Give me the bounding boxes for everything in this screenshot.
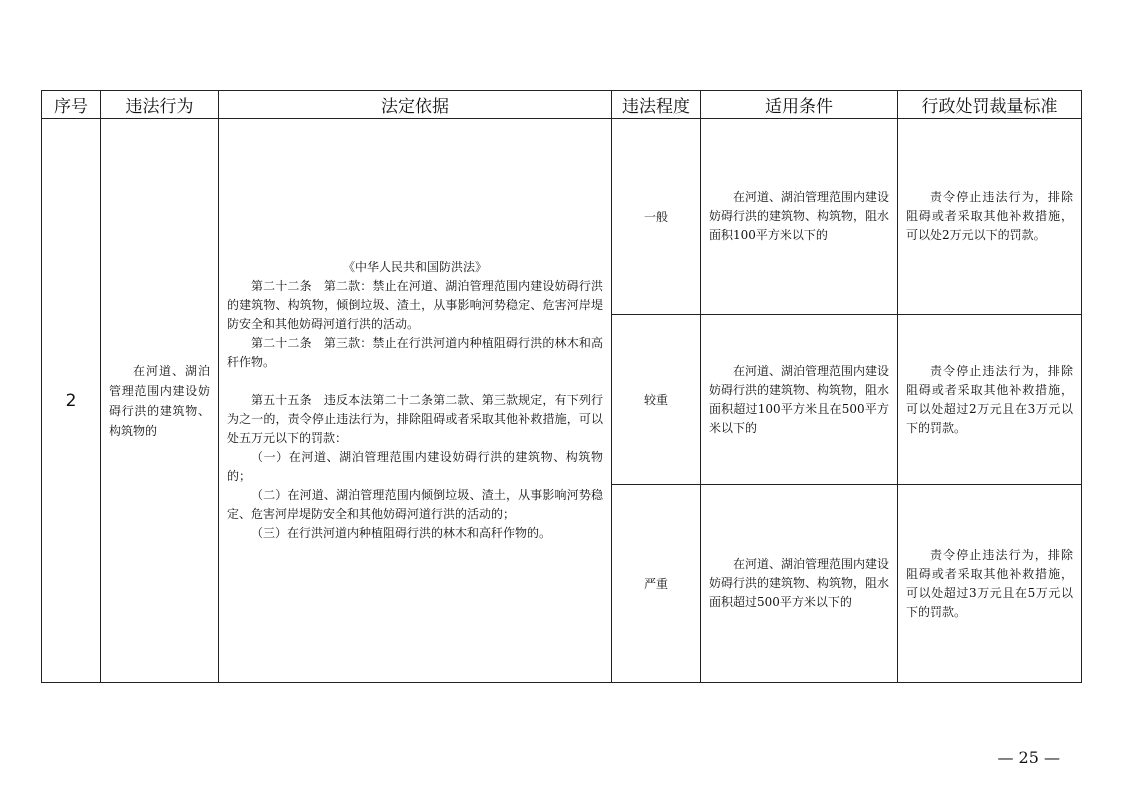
degree-serious: 较重: [612, 315, 701, 485]
basis-para-3: 第五十五条 违反本法第二十二条第二款、第三款规定，有下列行为之一的，责令停止违法行为，排除阻碍或者采取其他补救措施，可以处五万元以下的罚款：: [227, 393, 603, 445]
legal-basis-cell: [219, 119, 612, 683]
header-degree: 违法程度: [612, 91, 701, 119]
behavior-text: 在河道、湖泊管理范围内建设妨碍行洪的建筑物、构筑物的: [109, 363, 210, 438]
condition-text: 在河道、湖泊管理范围内建设妨碍行洪的建筑物、构筑物，阻水面积100平方米以下的: [709, 190, 890, 242]
behavior-cell: [101, 119, 219, 683]
standard-text: 责令停止违法行为，排除阻碍或者采取其他补救措施，可以处超过2万元且在3万元以下的罚款。: [906, 363, 1073, 435]
condition-text: 在河道、湖泊管理范围内建设妨碍行洪的建筑物、构筑物，阻水面积超过500平方米以下的: [709, 557, 890, 609]
standard-text: 责令停止违法行为，排除阻碍或者采取其他补救措施，可以处2万元以下的罚款。: [906, 190, 1073, 242]
standard-text: 责令停止违法行为，排除阻碍或者采取其他补救措施，可以处超过3万元且在5万元以下的罚款。: [906, 547, 1073, 619]
header-row: [42, 91, 1082, 119]
header-standard: 行政处罚裁量标准: [898, 91, 1082, 119]
row-number: 2: [42, 119, 101, 683]
page-number: — 25 —: [997, 748, 1060, 767]
condition-text: 在河道、湖泊管理范围内建设妨碍行洪的建筑物、构筑物，阻水面积超过100平方米且在500平方米以下的: [709, 363, 890, 435]
degree-general: 一般: [612, 119, 701, 315]
basis-para-1: 第二十二条 第二款：禁止在河道、湖泊管理范围内建设妨碍行洪的建筑物、构筑物，倾倒垃圾、渣土，从事影响河势稳定、危害河岸堤防安全和其他妨碍河道行洪的活动。: [227, 279, 603, 331]
header-number: 序号: [42, 91, 101, 119]
basis-item-1: （一）在河道、湖泊管理范围内建设妨碍行洪的建筑物、构筑物的；: [227, 450, 603, 483]
table-row: [42, 119, 1082, 315]
penalty-table: [41, 90, 1082, 683]
condition-severe: [701, 485, 898, 683]
header-legal-basis: 法定依据: [219, 91, 612, 119]
condition-serious: [701, 315, 898, 485]
law-title: 《中华人民共和国防洪法》: [342, 260, 487, 274]
header-condition: 适用条件: [701, 91, 898, 119]
standard-general: [898, 119, 1082, 315]
basis-item-3: （三）在行洪河道内种植阻碍行洪的林木和高秆作物的。: [251, 526, 552, 540]
standard-serious: [898, 315, 1082, 485]
condition-general: [701, 119, 898, 315]
basis-para-2: 第二十二条 第三款：禁止在行洪河道内种植阻碍行洪的林木和高秆作物。: [227, 336, 603, 369]
standard-severe: [898, 485, 1082, 683]
degree-severe: 严重: [612, 485, 701, 683]
header-behavior: 违法行为: [101, 91, 219, 119]
basis-item-2: （二）在河道、湖泊管理范围内倾倒垃圾、渣土，从事影响河势稳定、危害河岸堤防安全和其他妨碍河道行洪的活动的；: [227, 488, 603, 521]
